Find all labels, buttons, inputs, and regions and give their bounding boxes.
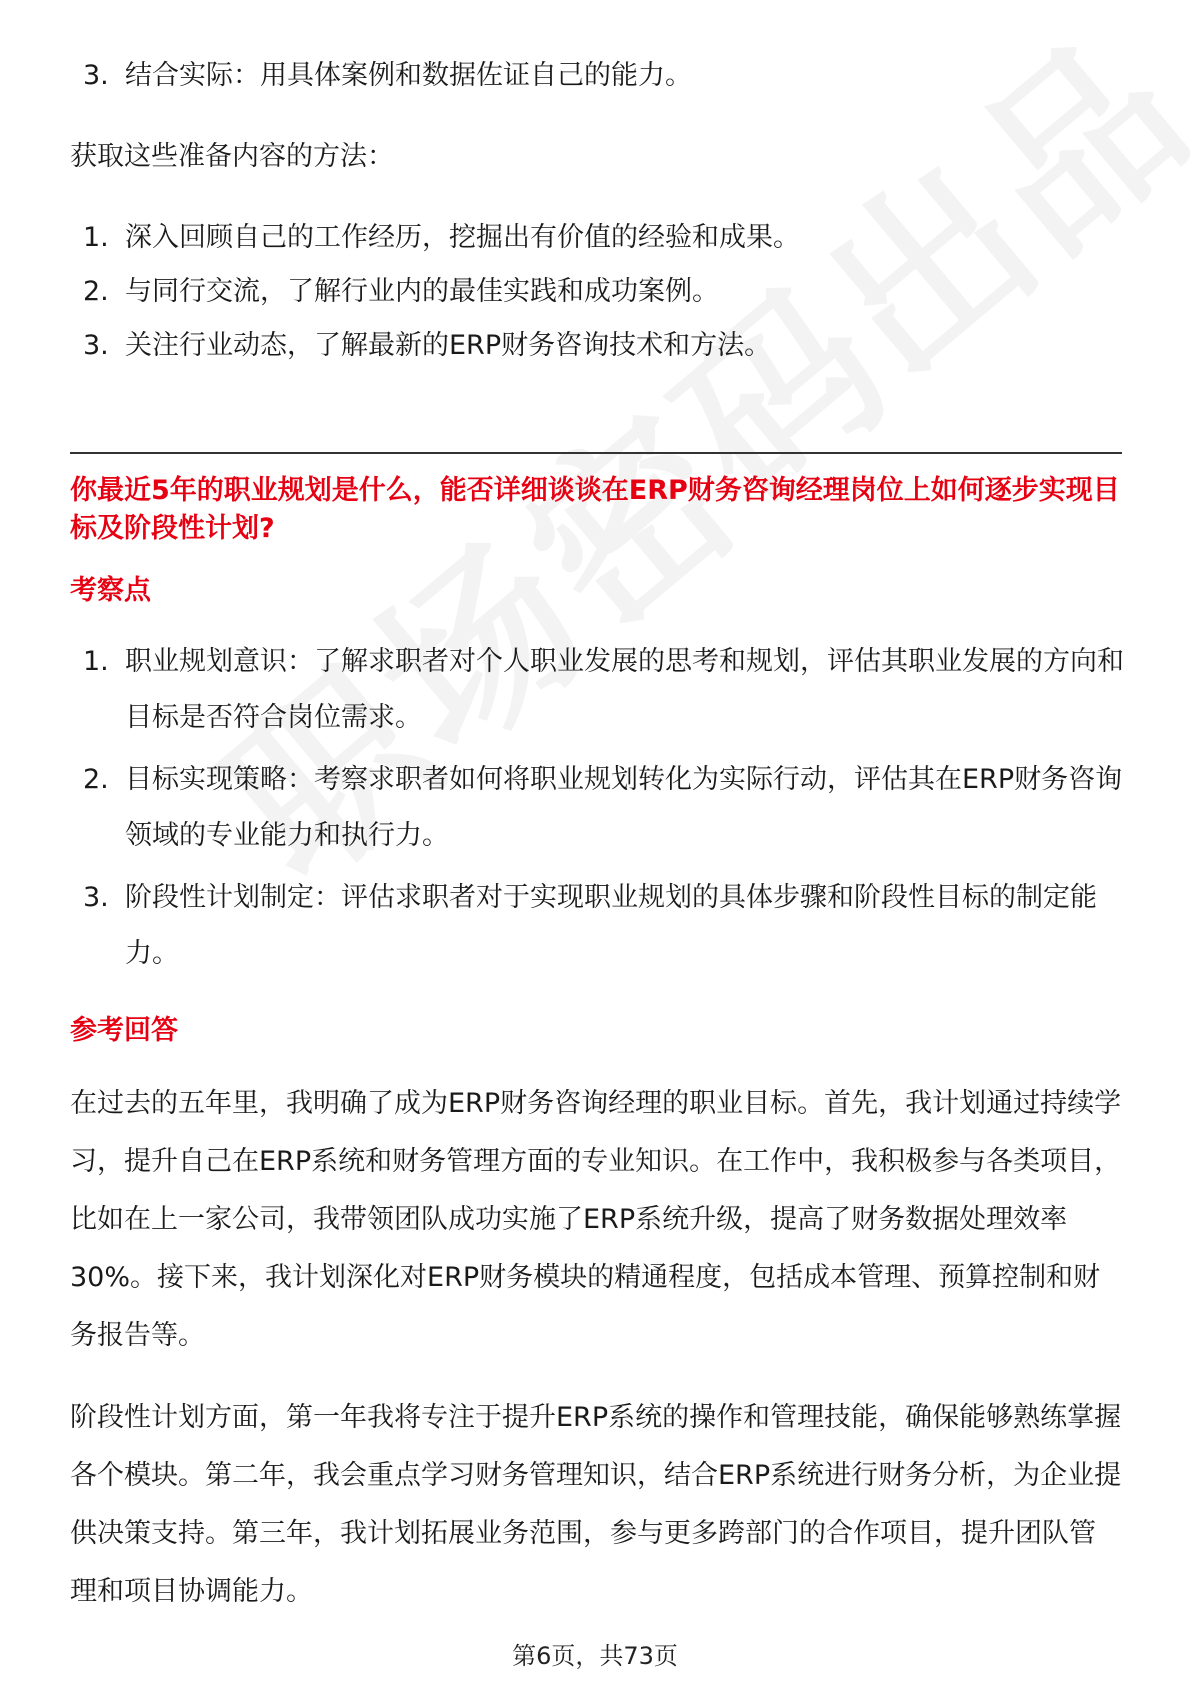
list-item — [83, 210, 1125, 266]
list-text: 关注行业动态，了解最新的ERP财务咨询技术和方法。 — [125, 330, 772, 361]
answer-heading: 参考回答 — [70, 1015, 178, 1046]
list-text: 与同行交流，了解行业内的最佳实践和成功案例。 — [125, 276, 719, 307]
page-number: 第6页，共73页 — [512, 1642, 678, 1670]
list-number: 1. — [83, 222, 109, 253]
list-number: 2. — [83, 764, 109, 795]
list-number: 3. — [83, 882, 109, 913]
question-title: 你最近5年的职业规划是什么，能否详细谈谈在ERP财务咨询经理岗位上如何逐步实现目标及阶段性计划? — [70, 475, 1120, 544]
list-number: 2. — [83, 276, 109, 307]
list-item — [83, 318, 1125, 374]
list-text: 深入回顾自己的工作经历，挖掘出有价值的经验和成果。 — [125, 222, 800, 253]
list-item — [83, 870, 1125, 982]
section-divider — [70, 452, 1122, 454]
list-text: 职业规划意识：了解求职者对个人职业发展的思考和规划，评估其职业发展的方向和目标是否符合岗位需求。 — [125, 646, 1124, 733]
answer-paragraph: 在过去的五年里，我明确了成为ERP财务咨询经理的职业目标。首先，我计划通过持续学习，提升自己在ERP系统和财务管理方面的专业知识。在工作中，我积极参与各类项目，比如在上一家公司，我带领团队成功实施了ERP系统升级，提高了财务数据处理效率30%。接下来，我计划深化对ERP财务模块的精通程度，包括成本管理、预算控制和财务报告等。 — [70, 1088, 1122, 1351]
list-text: 目标实现策略：考察求职者如何将职业规划转化为实际行动，评估其在ERP财务咨询领域的专业能力和执行力。 — [125, 764, 1123, 851]
list-number: 1. — [83, 646, 109, 677]
method-intro: 获取这些准备内容的方法： — [70, 141, 394, 172]
list-number: 3. — [83, 330, 109, 361]
list-item — [83, 634, 1125, 746]
answer-paragraph: 阶段性计划方面，第一年我将专注于提升ERP系统的操作和管理技能，确保能够熟练掌握各个模块。第二年，我会重点学习财务管理知识，结合ERP系统进行财务分析，为企业提供决策支持。第三年，我计划拓展业务范围，参与更多跨部门的合作项目，提升团队管理和项目协调能力。 — [70, 1402, 1122, 1607]
list-item — [83, 48, 1125, 104]
list-item — [83, 264, 1125, 320]
list-text: 阶段性计划制定：评估求职者对于实现职业规划的具体步骤和阶段性目标的制定能力。 — [125, 882, 1097, 969]
list-text: 结合实际：用具体案例和数据佐证自己的能力。 — [125, 60, 692, 91]
focus-heading: 考察点 — [70, 575, 151, 606]
list-number: 3. — [83, 60, 109, 91]
list-item — [83, 752, 1125, 864]
